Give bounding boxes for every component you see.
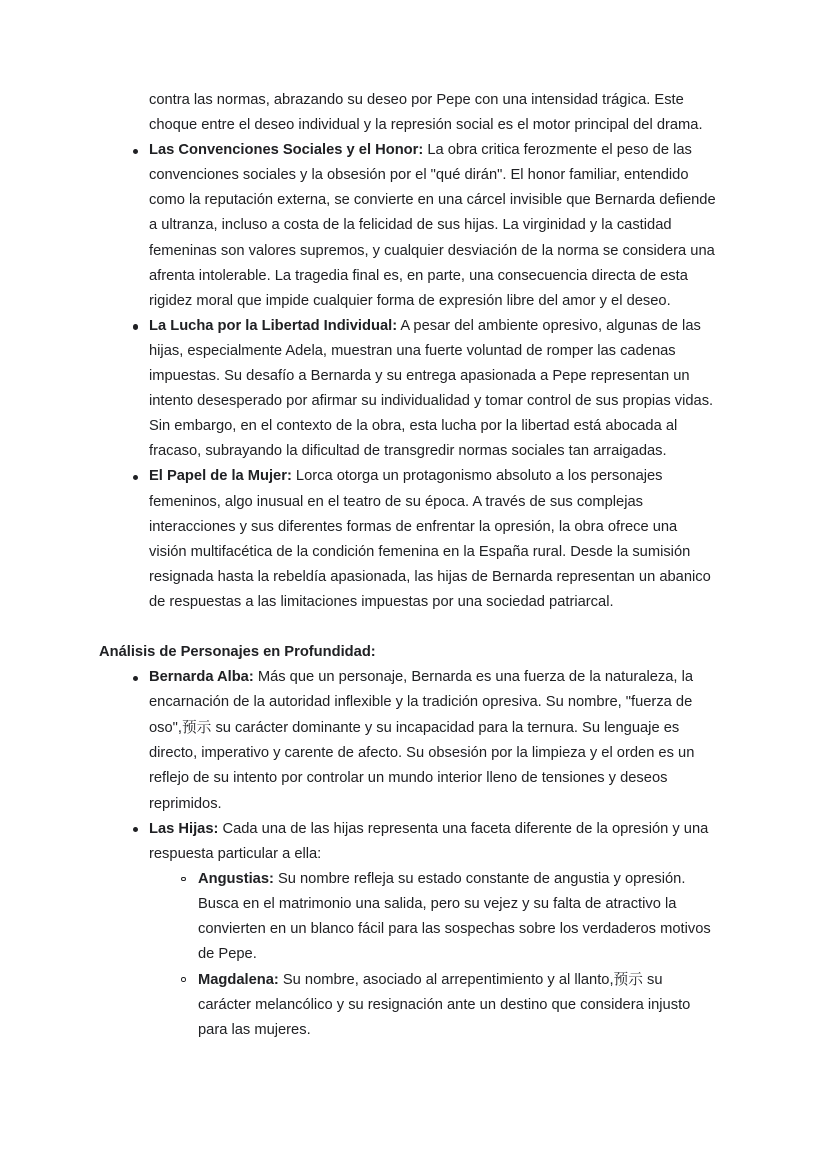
theme-text: Lorca otorga un protagonismo absoluto a los personajes femeninos, algo inusual en el teatro de su época. A través de sus complejas interacciones y sus diferentes formas de enfrentar la opresión, la obra ofrece una visión multifacética de la condición femenina en la España rural. Desde la sumisión resignada hasta la rebeldía apasionada, las hijas de Bernarda representan un abanico de respuestas a las limitaciones impuestas por una sociedad patriarcal. — [149, 468, 711, 610]
daughter-term: Magdalena: — [198, 972, 279, 989]
character-text-after: su carácter dominante y su incapacidad para la ternura. Su lenguaje es directo, imperativo y carente de afecto. Su obsesión por la limpieza y el orden es un reflejo de su intento por controlar un mundo interior lleno de tensiones y deseos reprimidos. — [149, 720, 695, 812]
character-term: Bernarda Alba: — [149, 669, 254, 686]
theme-text: A pesar del ambiente opresivo, algunas de las hijas, especialmente Adela, muestran una fuerte voluntad de romper las cadenas impuestas. Su desafío a Bernarda y su entrega apasionada a Pepe representan un intento desesperado por afirmar su individualidad y tomar control de sus propias vidas. Sin embargo, en el contexto de la obra, esta lucha por la libertad está abocada al fracaso, subrayando la dificultad de transgredir normas sociales tan arraigadas. — [149, 317, 714, 460]
themes-list — [99, 138, 718, 615]
theme-term: El Papel de la Mujer: — [149, 468, 292, 485]
list-item — [149, 867, 718, 967]
section-heading-characters: Análisis de Personajes en Profundidad: — [99, 643, 376, 660]
cjk-fragment: 预示 — [181, 719, 212, 737]
character-text: Cada una de las hijas representa una faceta diferente de la opresión y una respuesta particular a ella: — [149, 820, 709, 862]
theme-term: Las Convenciones Sociales y el Honor: — [149, 142, 424, 159]
daughter-term: Angustias: — [198, 870, 274, 887]
list-item — [99, 817, 718, 1044]
theme-term: La Lucha por la Libertad Individual: — [149, 317, 398, 334]
cjk-fragment: 预示 — [613, 971, 643, 989]
document-body — [99, 88, 718, 1043]
continuation-paragraph: contra las normas, abrazando su deseo por Pepe con una intensidad trágica. Este choque entre el deseo individual y la represión social es el motor principal del drama. — [149, 92, 703, 134]
theme-text: La obra critica ferozmente el peso de las convenciones sociales y la obsesión por el "qué dirán". El honor familiar, entendido como la reputación externa, se convierte en una cárcel invisible que Bernarda defiende a ultranza, incluso a costa de la felicidad de sus hijas. La virginidad y la castidad femeninas son valores supremos, y cualquier desviación de la norma se considera una afrenta intolerable. La tragedia final es, en parte, una consecuencia directa de esta rigidez moral que impide cualquier forma de expresión libre del amor y el deseo. — [149, 142, 716, 309]
list-item — [99, 138, 718, 314]
character-term: Las Hijas: — [149, 820, 219, 837]
characters-list — [99, 665, 718, 1043]
daughter-text-before: Su nombre, asociado al arrepentimiento y al llanto, — [278, 972, 614, 989]
list-item — [99, 314, 718, 465]
daughter-text-after: su carácter melancólico y su resignación ante un destino que considera injusto para las mujeres. — [198, 972, 691, 1039]
list-item — [149, 967, 718, 1043]
daughters-sublist — [149, 867, 718, 1044]
list-item — [99, 464, 718, 615]
character-text-before: Más que un personaje, Bernarda es una fuerza de la naturaleza, la encarnación de la autoridad inflexible y la tradición opresiva. Su nombre, "fuerza de oso", — [149, 669, 694, 737]
list-item — [99, 665, 718, 817]
daughter-text: Su nombre refleja su estado constante de angustia y opresión. Busca en el matrimonio una salida, pero su vejez y su falta de atractivo la convierten en un blanco fácil para las sospechas sobre los verdaderos motivos de Pepe. — [198, 870, 711, 963]
